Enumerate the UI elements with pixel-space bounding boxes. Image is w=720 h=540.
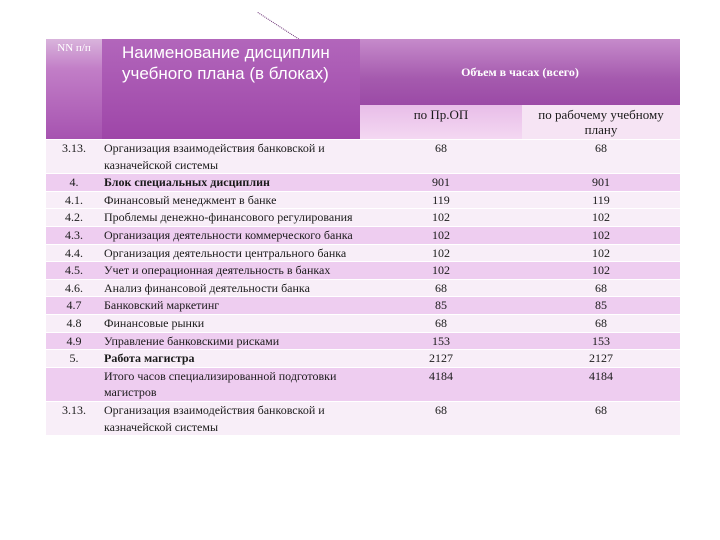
table-row [46,401,680,435]
row-hours-work-plan: 4184 [522,367,680,401]
row-hours-work-plan: 102 [522,244,680,262]
row-number: 4.8 [46,314,102,332]
row-discipline-name: Организация деятельности центрального банка [102,244,360,262]
row-hours-work-plan: 68 [522,314,680,332]
header-by-work-plan: по рабочему учебному плану [522,105,680,140]
table-row [46,367,680,401]
table-row [46,350,680,368]
row-hours-prop: 85 [360,297,522,315]
row-discipline-name: Финансовые рынки [102,314,360,332]
row-number [46,367,102,401]
table-header-row [46,39,680,105]
row-number: 4.1. [46,191,102,209]
row-hours-work-plan: 102 [522,262,680,280]
table-row [46,297,680,315]
row-hours-prop: 102 [360,209,522,227]
row-hours-prop: 102 [360,262,522,280]
row-hours-prop: 102 [360,244,522,262]
row-hours-prop: 901 [360,174,522,192]
row-discipline-name: Организация деятельности коммерческого банка [102,226,360,244]
table-row [46,332,680,350]
row-hours-prop: 68 [360,314,522,332]
row-hours-work-plan: 102 [522,226,680,244]
row-number: 4.3. [46,226,102,244]
header-discipline-name: Наименование дисциплин учебного плана (в блоках) [102,39,360,140]
row-discipline-name: Анализ финансовой деятельности банка [102,279,360,297]
row-hours-prop: 102 [360,226,522,244]
table-row [46,174,680,192]
row-number: 4.2. [46,209,102,227]
row-hours-prop: 68 [360,401,522,435]
row-discipline-name: Банковский маркетинг [102,297,360,315]
row-hours-work-plan: 85 [522,297,680,315]
row-hours-work-plan: 901 [522,174,680,192]
curriculum-table [46,39,680,435]
row-number: 4.9 [46,332,102,350]
row-hours-prop: 68 [360,279,522,297]
row-hours-work-plan: 153 [522,332,680,350]
row-discipline-name: Работа магистра [102,350,360,368]
row-hours-prop: 4184 [360,367,522,401]
row-hours-work-plan: 68 [522,401,680,435]
row-discipline-name: Учет и операционная деятельность в банках [102,262,360,280]
row-number: 3.13. [46,401,102,435]
header-volume-hours: Объем в часах (всего) [360,39,680,105]
row-discipline-name: Финансовый менеджмент в банке [102,191,360,209]
row-number: 5. [46,350,102,368]
table-row [46,140,680,174]
row-number: 4.6. [46,279,102,297]
row-hours-work-plan: 68 [522,140,680,174]
row-hours-prop: 2127 [360,350,522,368]
row-number: 4.5. [46,262,102,280]
row-discipline-name: Организация взаимодействия банковской и казначейской системы [102,401,360,435]
row-hours-work-plan: 2127 [522,350,680,368]
row-number: 3.13. [46,140,102,174]
row-discipline-name: Блок специальных дисциплин [102,174,360,192]
table-row [46,314,680,332]
row-number: 4.7 [46,297,102,315]
row-hours-prop: 153 [360,332,522,350]
row-discipline-name: Управление банковскими рисками [102,332,360,350]
row-hours-work-plan: 68 [522,279,680,297]
row-hours-work-plan: 102 [522,209,680,227]
header-by-prop: по Пр.ОП [360,105,522,140]
table-row [46,226,680,244]
row-discipline-name: Организация взаимодействия банковской и казначейской системы [102,140,360,174]
table-row [46,191,680,209]
table-row [46,209,680,227]
row-hours-prop: 119 [360,191,522,209]
row-hours-prop: 68 [360,140,522,174]
row-discipline-name: Итого часов специализированной подготовки магистров [102,367,360,401]
table-row [46,279,680,297]
row-number: 4.4. [46,244,102,262]
table-body [46,140,680,436]
row-hours-work-plan: 119 [522,191,680,209]
row-discipline-name: Проблемы денежно-финансового регулирования [102,209,360,227]
row-number: 4. [46,174,102,192]
table-row [46,244,680,262]
table-row [46,262,680,280]
header-number: NN п/п [46,39,102,140]
